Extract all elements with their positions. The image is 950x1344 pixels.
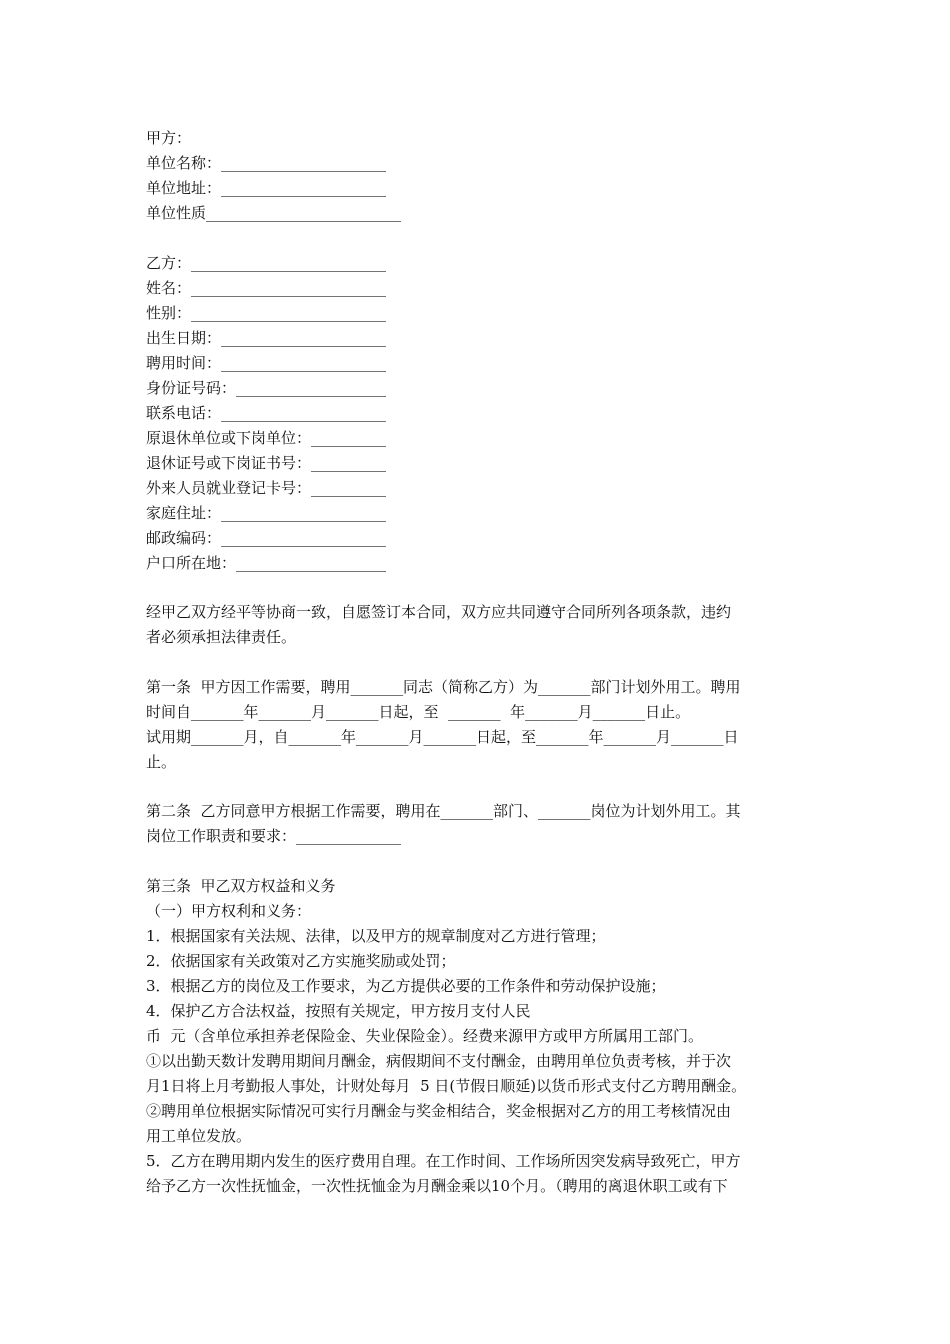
article2-line: 第二条 乙方同意甲方根据工作需要，聘用在_______部门、_______岗位为计划外用工。其 [146, 802, 741, 820]
postcode-field: 邮政编码：______________________ [146, 529, 387, 547]
article1-line: 止。 [146, 753, 177, 771]
phone-field: 联系电话：______________________ [146, 404, 387, 422]
article1-line: 试用期_______月，自_______年_______月_______日起，至_______年_______月_______日 [146, 728, 739, 746]
article3-line: ②聘用单位根据实际情况可实行月酬金与奖金相结合，奖金根据对乙方的用工考核情况由 [146, 1102, 732, 1120]
unit-nature-field: 单位性质__________________________ [146, 204, 402, 222]
hire-time-field: 聘用时间：______________________ [146, 354, 387, 372]
party-a-heading: 甲方： [146, 129, 192, 147]
outsider-card-field: 外来人员就业登记卡号：__________ [146, 479, 387, 497]
article3-heading: 第三条 甲乙双方权益和义务 [146, 877, 336, 895]
article3-line: 2．依据国家有关政策对乙方实施奖励或处罚； [146, 952, 456, 970]
original-unit-field: 原退休单位或下岗单位：__________ [146, 429, 387, 447]
birth-date-field: 出生日期：______________________ [146, 329, 387, 347]
article3-line: 1．根据国家有关法规、法律，以及甲方的规章制度对乙方进行管理； [146, 927, 606, 945]
article3-line: 月1日将上月考勤报人事处，计财处每月 5 日(节假日顺延)以货币形式支付乙方聘用酬金。 [146, 1077, 747, 1095]
article1-line: 时间自_______年_______月_______日起，至 _______ 年_______月_______日止。 [146, 703, 691, 721]
name-field: 姓名：__________________________ [146, 279, 387, 297]
hukou-field: 户口所在地：____________________ [146, 554, 387, 572]
article3-line: （一）甲方权利和义务： [146, 902, 312, 920]
article3-line: 5．乙方在聘用期内发生的医疗费用自理。在工作时间、工作场所因突发病导致死亡，甲方 [146, 1152, 741, 1170]
party-b-heading: 乙方：__________________________ [146, 254, 387, 272]
article3-line: 给予乙方一次性抚恤金，一次性抚恤金为月酬金乘以10个月。（聘用的离退休职工或有下 [146, 1177, 728, 1195]
gender-field: 性别：__________________________ [146, 304, 387, 322]
article3-line: 4．保护乙方合法权益，按照有关规定，甲方按月支付人民 [146, 1002, 531, 1020]
article1-line: 第一条 甲方因工作需要，聘用_______同志（简称乙方）为_______部门计划外用工。聘用 [146, 678, 741, 696]
id-number-field: 身份证号码：____________________ [146, 379, 387, 397]
article3-line: 币 元（含单位承担养老保险金、失业保险金）。经费来源甲方或甲方所属用工部门。 [146, 1027, 704, 1045]
intro-line: 经甲乙双方经平等协商一致，自愿签订本合同，双方应共同遵守合同所列各项条款，违约 [146, 603, 732, 621]
article3-line: 用工单位发放。 [146, 1127, 252, 1145]
article3-line: 3．根据乙方的岗位及工作要求，为乙方提供必要的工作条件和劳动保护设施； [146, 977, 666, 995]
article3-line: ①以出勤天数计发聘用期间月酬金，病假期间不支付酬金，由聘用单位负责考核，并于次 [146, 1052, 732, 1070]
unit-name-field: 单位名称：______________________ [146, 154, 387, 172]
retire-cert-field: 退休证号或下岗证书号：__________ [146, 454, 387, 472]
unit-address-field: 单位地址：______________________ [146, 179, 387, 197]
home-address-field: 家庭住址：______________________ [146, 504, 387, 522]
intro-line: 者必须承担法律责任。 [146, 628, 297, 646]
article2-line: 岗位工作职责和要求：______________ [146, 827, 402, 845]
